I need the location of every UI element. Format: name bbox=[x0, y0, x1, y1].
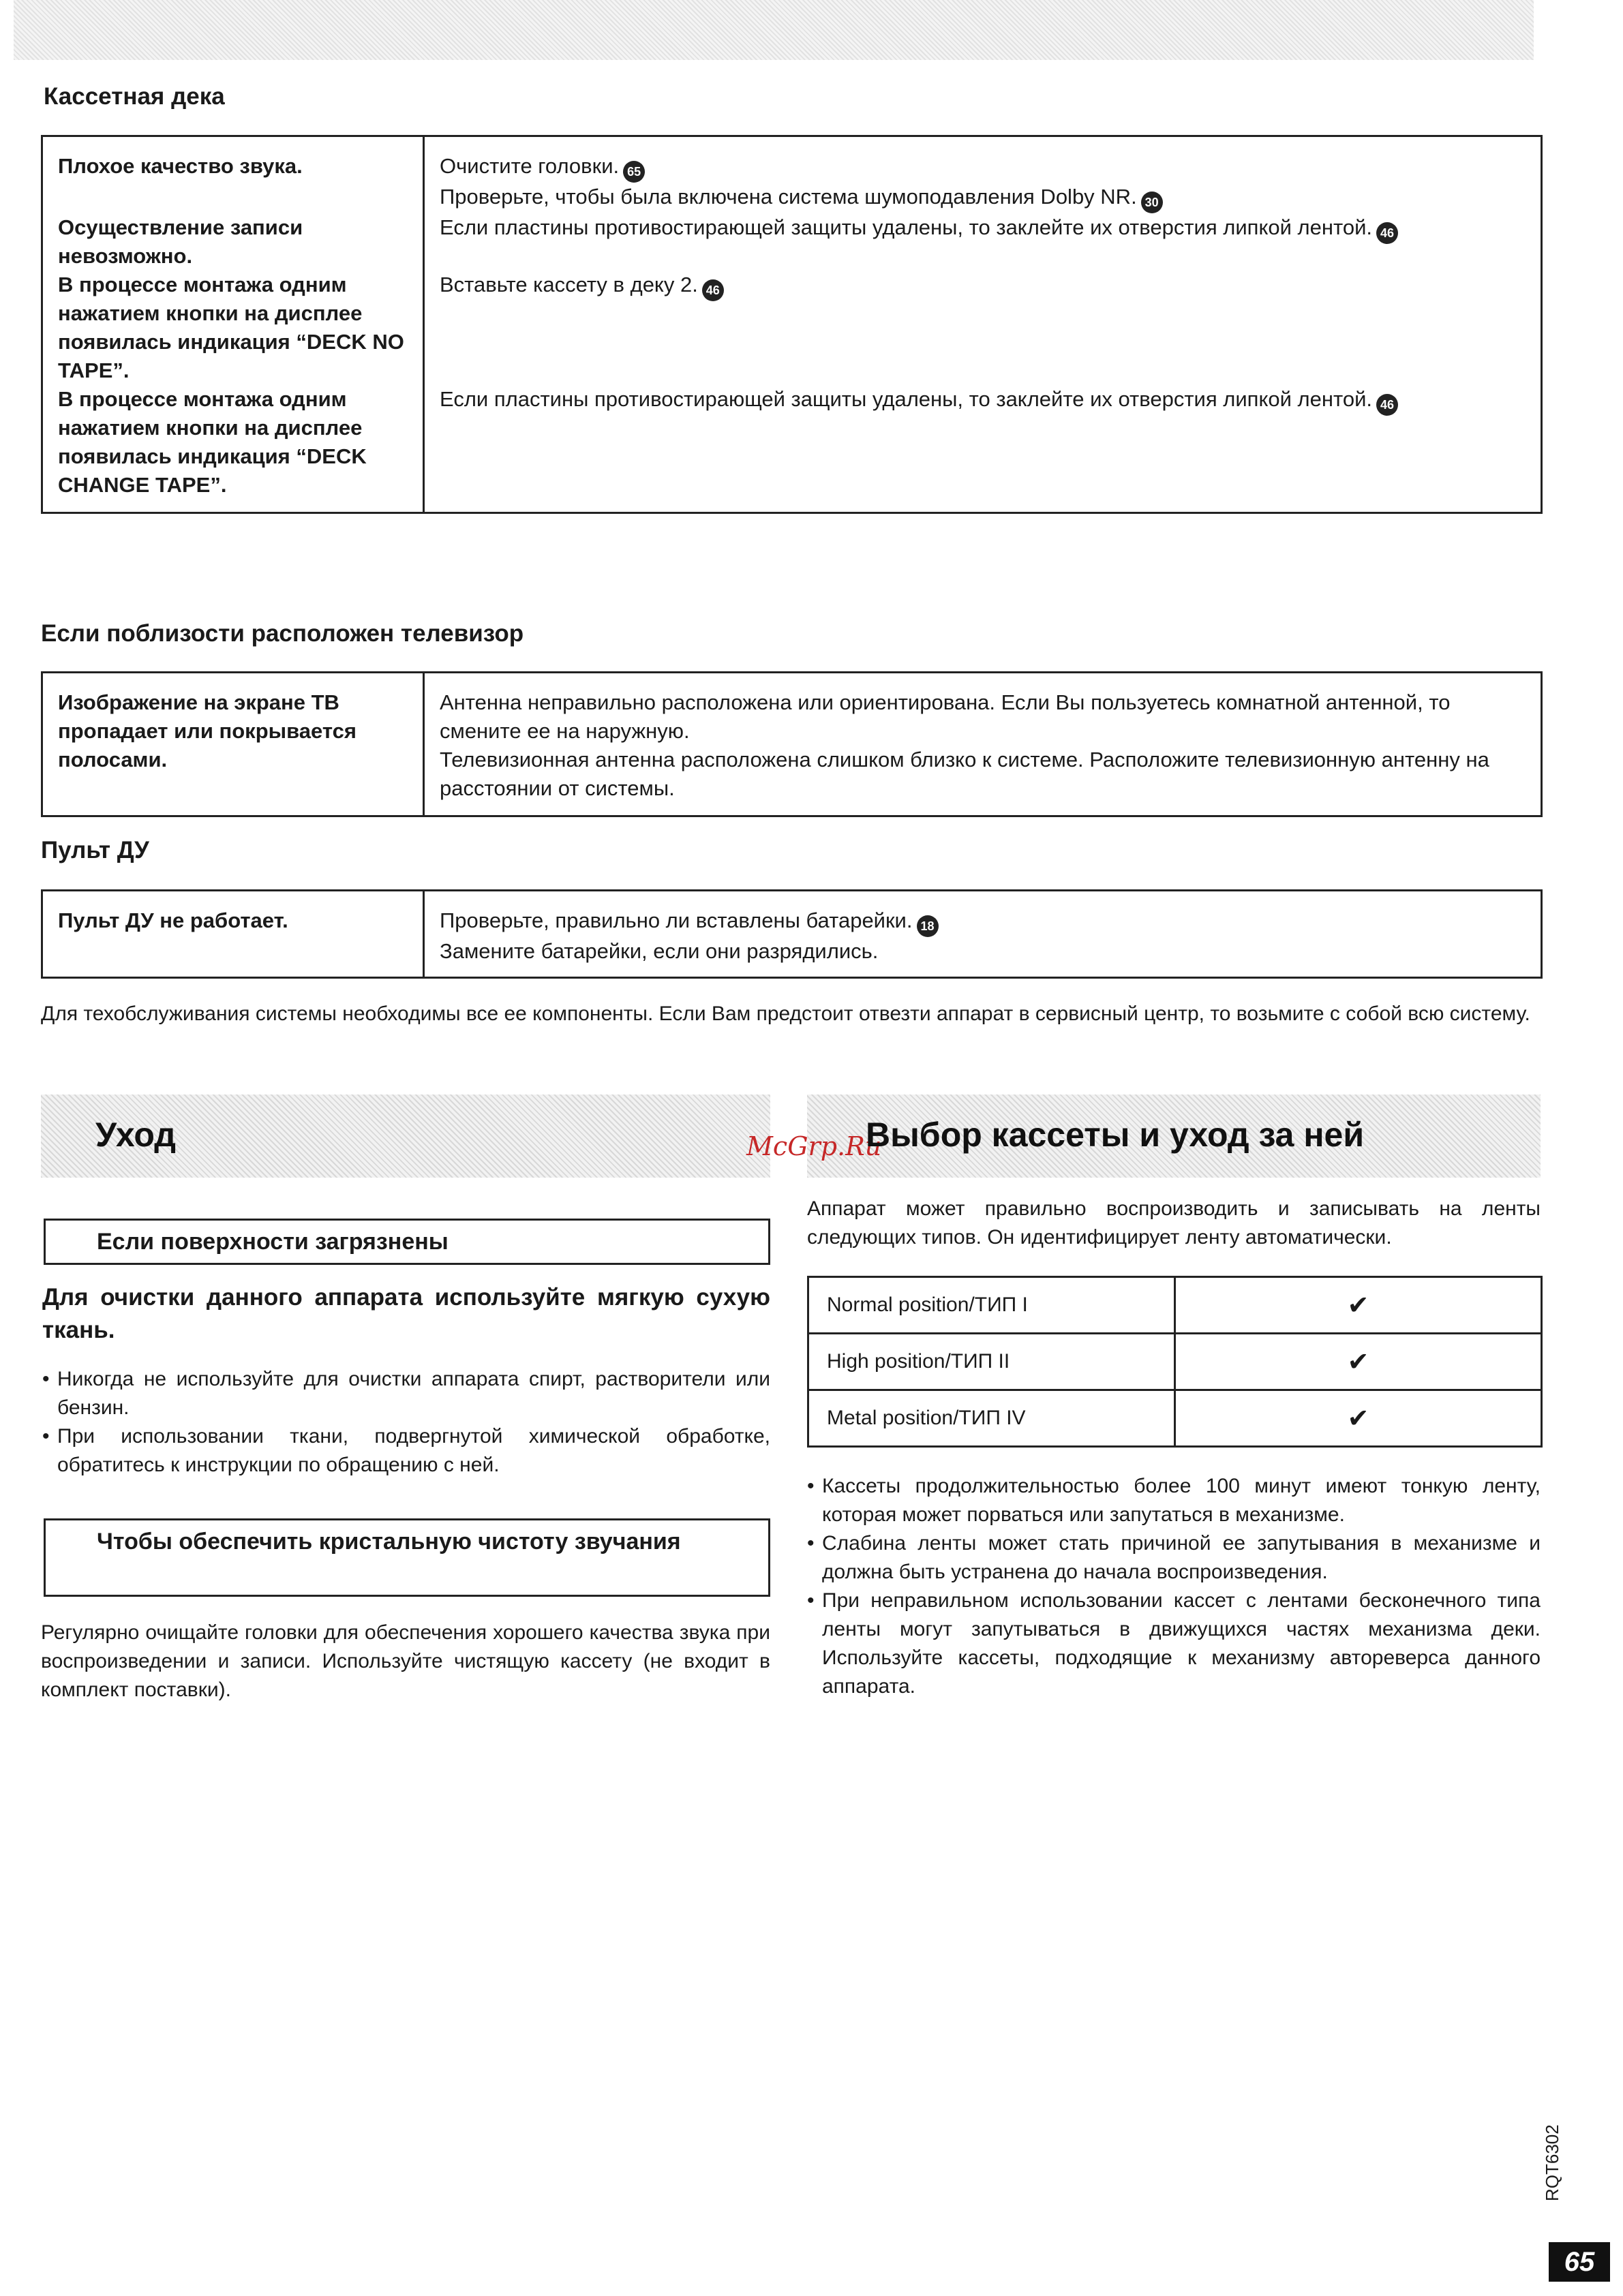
page-ref-icon: 65 bbox=[623, 161, 645, 183]
model-code: RQT6302 bbox=[1542, 2124, 1562, 2201]
list-item: • При использовании ткани, подвергнутой химической обработке, обратитесь к инструкции по обращению с ней. bbox=[42, 1422, 770, 1480]
cassette-choice-intro: Аппарат может правильно воспроизводить и записывать на ленты следующих типов. Он идентифицирует ленту автоматически. bbox=[807, 1197, 1541, 1249]
page-ref-icon: 46 bbox=[1376, 222, 1398, 244]
solution-line: Если пластины противостирающей защиты удалены, то заклейте их отверстия липкой лентой. 46 bbox=[440, 385, 1526, 416]
problem-cell: Пульт ДУ не работает. bbox=[42, 891, 424, 978]
dirty-surfaces-lead: Для очистки данного аппарата используйте мягкую сухую ткань. bbox=[42, 1284, 770, 1343]
list-item: • При неправильном использовании кассет с лентами бесконечного типа ленты могут запутываться в движущихся частях механизма деки. Используйте кассеты, подходящие к механизму автореверса данного аппарата. bbox=[807, 1587, 1541, 1701]
remote-table bbox=[41, 889, 1543, 979]
care-title: Уход bbox=[95, 1116, 177, 1154]
problem-cell: Изображение на экране ТВ пропадает или покрывается полосами. bbox=[42, 673, 424, 816]
table-row bbox=[808, 1390, 1542, 1447]
cassette-deck-table bbox=[41, 135, 1543, 514]
cassette-choice-title: Выбор кассеты и уход за ней bbox=[866, 1116, 1365, 1154]
cassette-type-label: Metal position/ТИП IV bbox=[808, 1390, 1175, 1447]
cassette-types-table bbox=[807, 1276, 1543, 1448]
watermark: McGrp.Ru bbox=[746, 1131, 882, 1161]
cassette-choice-bullets bbox=[807, 1472, 1541, 1701]
solution-line: Если пластины противостирающей защиты удалены, то заклейте их отверстия липкой лентой. 46 bbox=[440, 213, 1526, 244]
cassette-type-label: High position/ТИП II bbox=[808, 1334, 1175, 1390]
list-item: • Кассеты продолжительностью более 100 минут имеют тонкую ленту, которая может порваться или запутаться в механизме. bbox=[807, 1472, 1541, 1529]
page-ref-icon: 46 bbox=[702, 279, 724, 301]
section-title-cassette-deck: Кассетная дека bbox=[44, 83, 225, 110]
check-icon: ✔ bbox=[1175, 1334, 1542, 1390]
solution-line: Проверьте, чтобы была включена система шумоподавления Dolby NR. 30 bbox=[440, 183, 1526, 213]
table-row bbox=[42, 891, 1542, 978]
list-item: • Никогда не используйте для очистки аппарата спирт, растворители или бензин. bbox=[42, 1365, 770, 1422]
solution-cell bbox=[424, 891, 1542, 978]
solution-line: Телевизионная антенна расположена слишком близко к системе. Расположите телевизионную антенну на расстоянии от системы. bbox=[440, 748, 1489, 800]
page-ref-icon: 46 bbox=[1376, 394, 1398, 416]
solution-line: Очистите головки. 65 bbox=[440, 152, 1526, 183]
check-icon: ✔ bbox=[1175, 1277, 1542, 1334]
table-row bbox=[808, 1334, 1542, 1390]
tv-nearby-table bbox=[41, 671, 1543, 817]
page-ref-icon: 30 bbox=[1141, 192, 1163, 213]
crystal-sound-heading: Чтобы обеспечить кристальную чистоту звучания bbox=[44, 1518, 770, 1597]
problem-cell: В процессе монтажа одним нажатием кнопки на дисплее появилась индикация “DECK CHANGE TAPE”. bbox=[42, 385, 424, 513]
solution-cell bbox=[424, 385, 1542, 513]
table-row bbox=[42, 213, 1542, 271]
problem-cell: Плохое качество звука. bbox=[42, 136, 424, 214]
check-icon: ✔ bbox=[1175, 1390, 1542, 1447]
top-decorative-band bbox=[14, 0, 1534, 60]
page-number: 65 bbox=[1549, 2242, 1610, 2282]
solution-line: Замените батарейки, если они разрядились. bbox=[440, 939, 879, 963]
problem-cell: В процессе монтажа одним нажатием кнопки на дисплее появилась индикация “DECK NO TAPE”. bbox=[42, 271, 424, 385]
cassette-type-label: Normal position/ТИП I bbox=[808, 1277, 1175, 1334]
dirty-surfaces-heading: Если поверхности загрязнены bbox=[44, 1219, 770, 1265]
solution-cell bbox=[424, 213, 1542, 271]
crystal-sound-text: Регулярно очищайте головки для обеспечения хорошего качества звука при воспроизведении и записи. Используйте чистящую кассету (не входит в комплект поставки). bbox=[41, 1621, 770, 1701]
solution-line: Вставьте кассету в деку 2. 46 bbox=[440, 271, 1526, 301]
solution-cell bbox=[424, 271, 1542, 385]
problem-cell: Осуществление записи невозможно. bbox=[42, 213, 424, 271]
list-item: • Слабина ленты может стать причиной ее запутывания в механизме и должна быть устранена до начала воспроизведения. bbox=[807, 1529, 1541, 1587]
solution-cell bbox=[424, 136, 1542, 214]
solution-line: Проверьте, правильно ли вставлены батарейки. 18 bbox=[440, 906, 1526, 937]
solution-line: Антенна неправильно расположена или ориентирована. Если Вы пользуетесь комнатной антенной, то смените ее на наружную. bbox=[440, 690, 1451, 743]
table-row bbox=[42, 673, 1542, 816]
section-title-tv-nearby: Если поблизости расположен телевизор bbox=[41, 620, 524, 647]
table-row bbox=[42, 136, 1542, 214]
table-row bbox=[42, 385, 1542, 513]
table-row bbox=[808, 1277, 1542, 1334]
solution-cell bbox=[424, 673, 1542, 816]
table-row bbox=[42, 271, 1542, 385]
page-ref-icon: 18 bbox=[917, 915, 939, 937]
section-title-remote: Пульт ДУ bbox=[41, 837, 149, 863]
dirty-surfaces-bullets bbox=[42, 1365, 770, 1480]
service-note: Для техобслуживания системы необходимы все ее компоненты. Если Вам предстоит отвезти аппарат в сервисный центр, то возьмите с собой всю систему. bbox=[41, 1002, 1530, 1025]
